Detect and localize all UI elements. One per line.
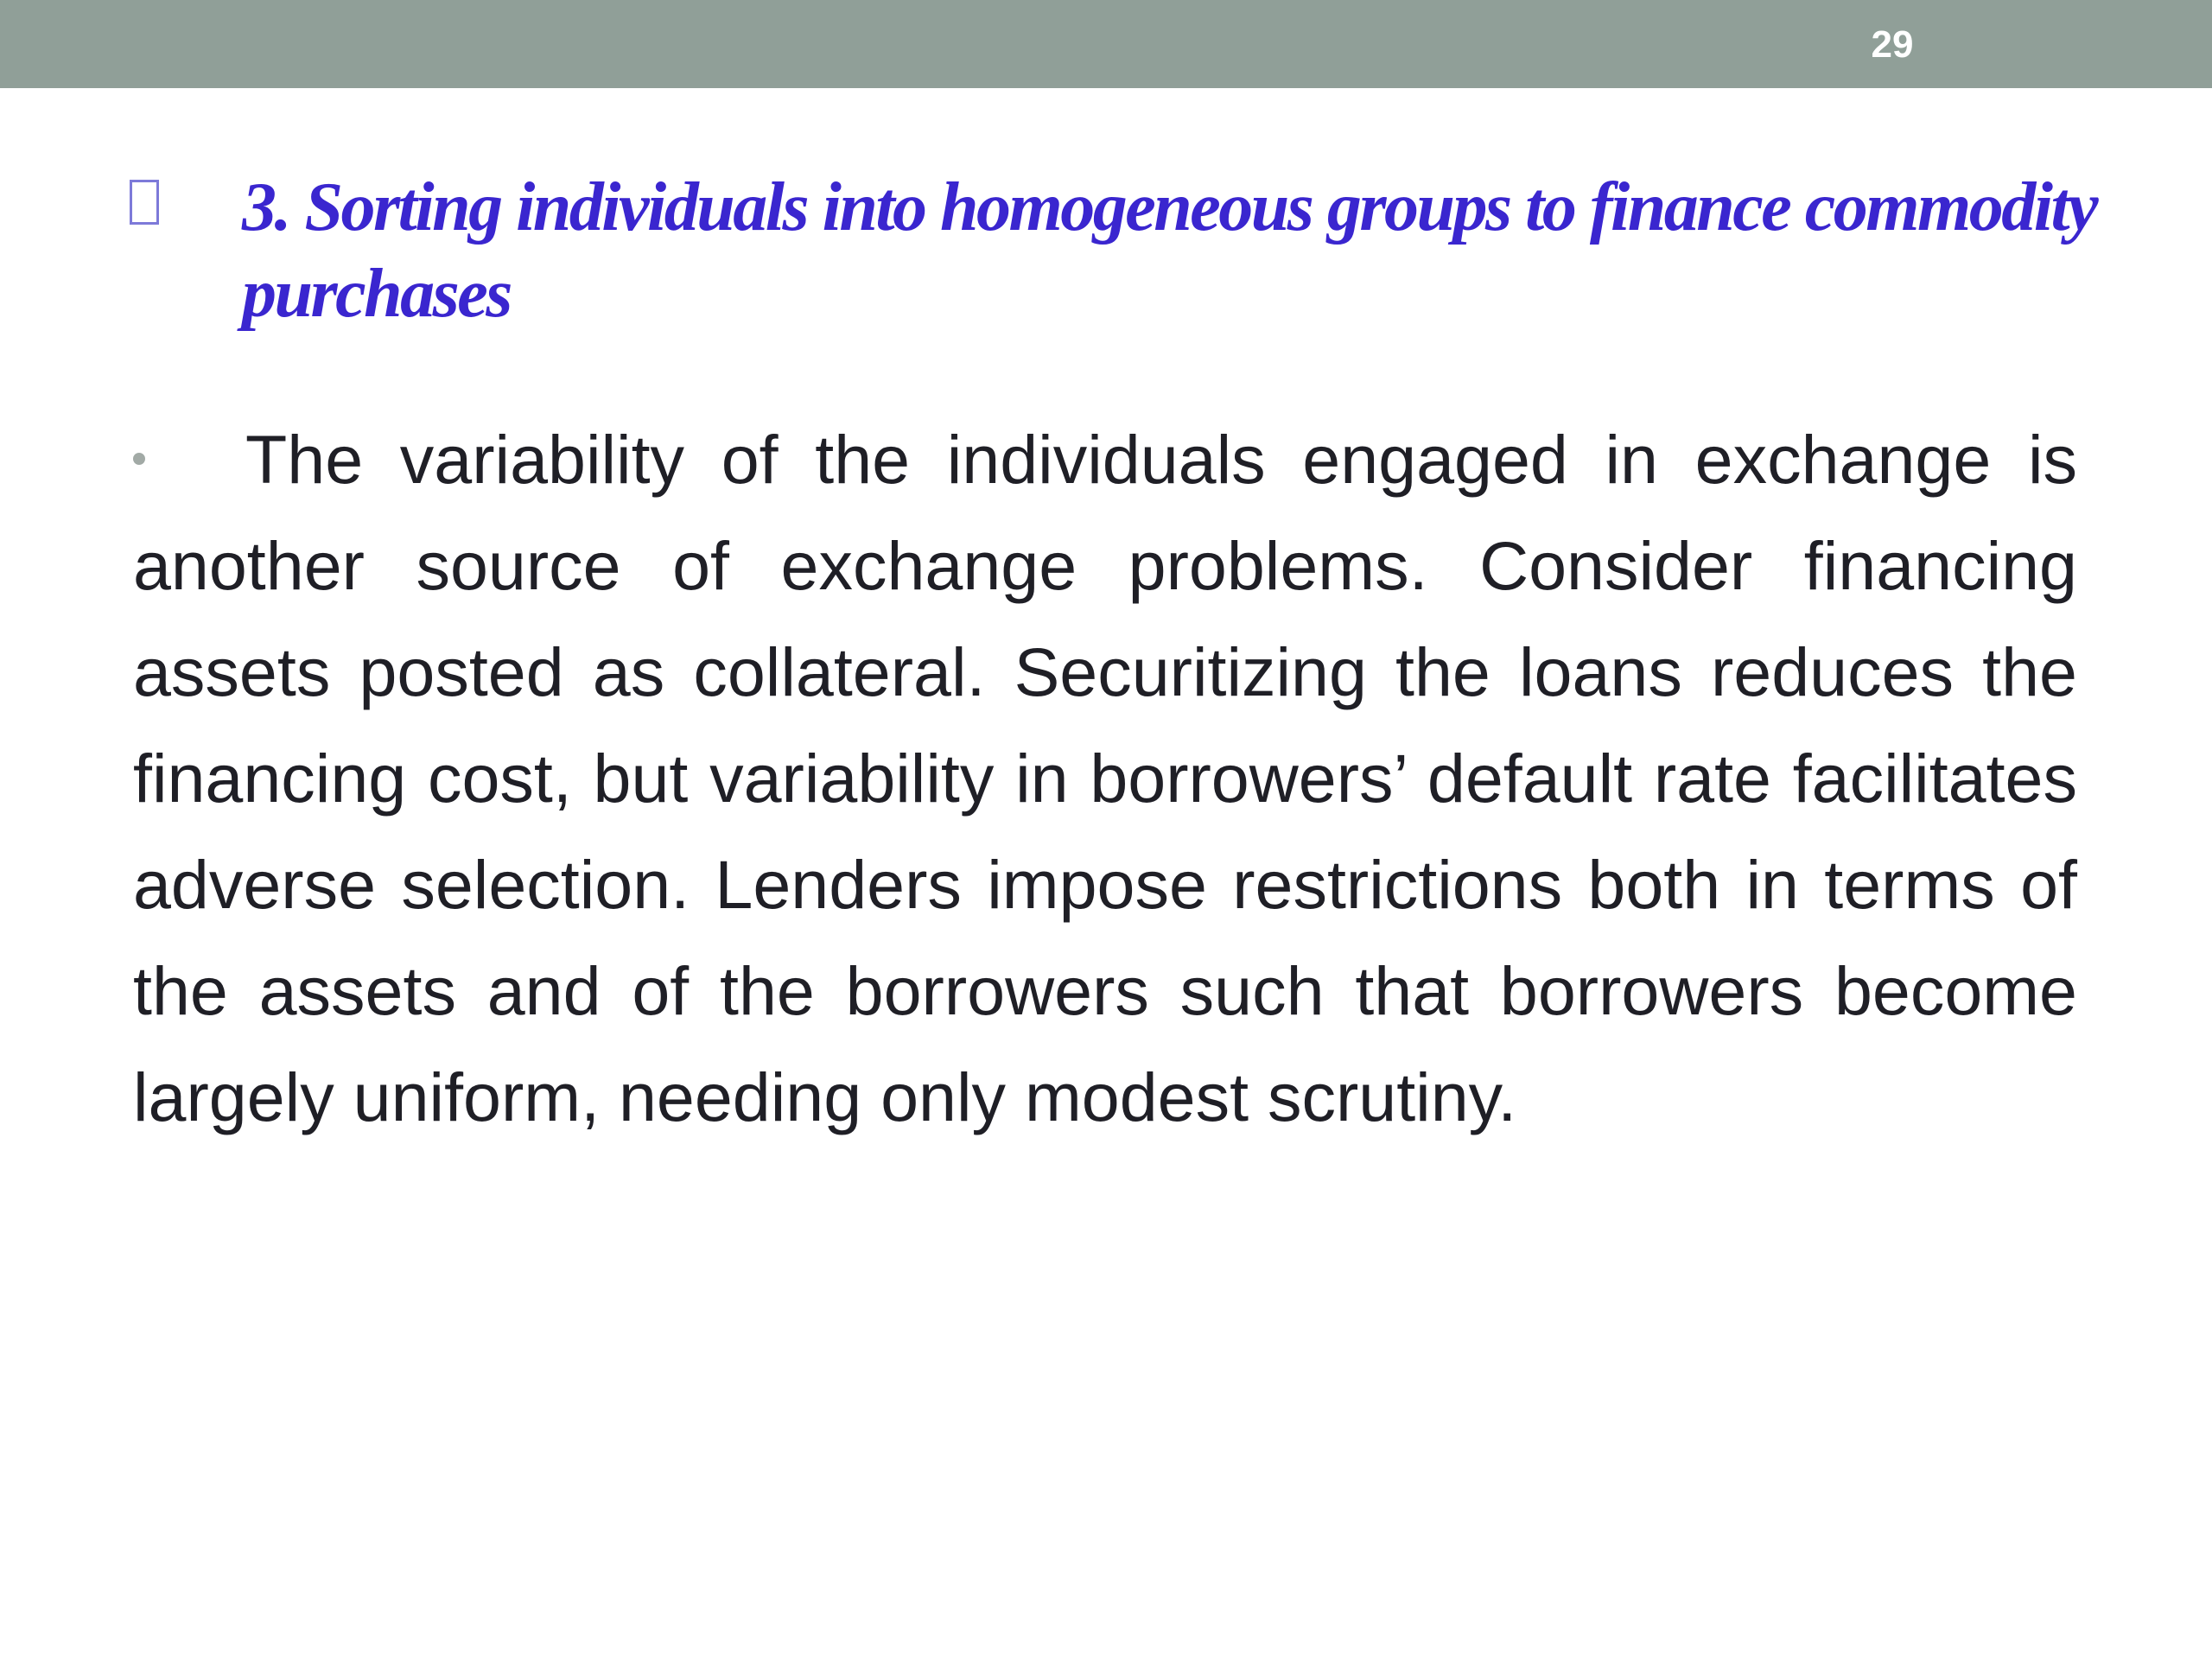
slide-number: 29 [1871, 23, 1914, 66]
top-bar [0, 0, 2212, 88]
slide-heading: 3. Sorting individuals into homogeneous groups to finance commodity purchases [242, 169, 2097, 332]
body-paragraph: The variability of the individuals engaged in exchange is another source of exchange problems. Consider financing assets posted as collateral. Securitizing the loans reduces the financing cost, but variability in borrowers’ default rate facilitates adverse selection. Lenders impose restrictions both in terms of the assets and of the borrowers such that borrowers become largely uniform, needing only modest scrutiny. [133, 421, 2077, 1135]
body-bullet-item [133, 406, 2077, 1150]
square-bullet-icon [130, 180, 159, 225]
dot-bullet-icon [133, 453, 145, 465]
